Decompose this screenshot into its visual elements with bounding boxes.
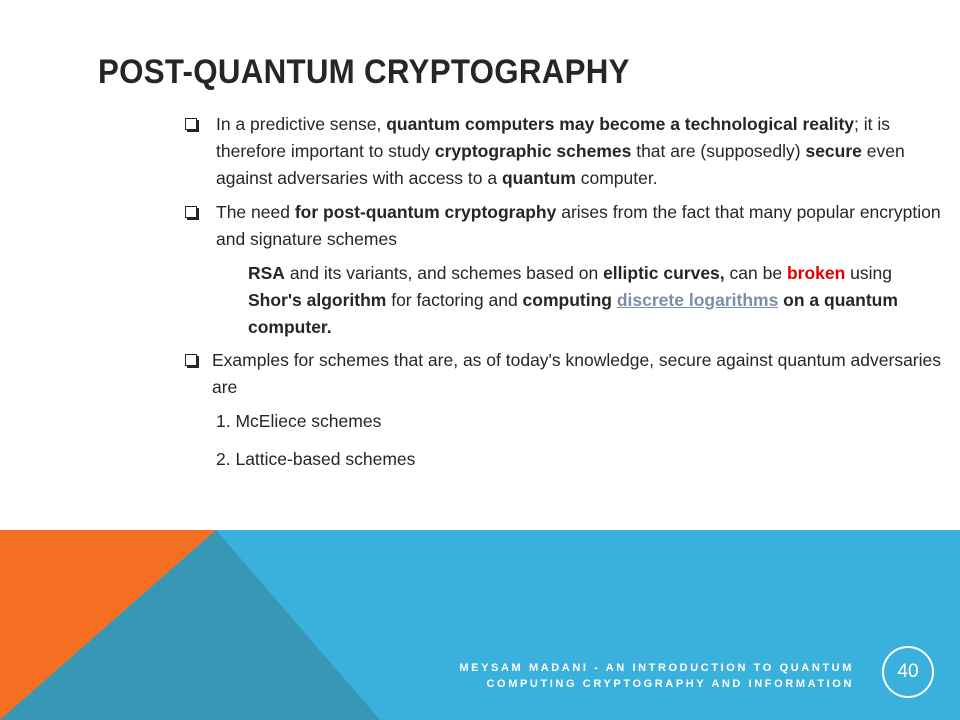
slide-title: POST-QUANTUM CRYPTOGRAPHY (98, 53, 630, 91)
bullet-text-3: Examples for schemes that are, as of today's knowledge, secure against quantum adversaries are (212, 350, 942, 397)
footer-caption (459, 660, 854, 692)
broken-highlight: broken (786, 263, 846, 283)
discrete-logarithms-link[interactable]: discrete logarithms (616, 290, 779, 310)
bullet-icon (185, 354, 197, 366)
bullet-text-2: The need for post-quantum cryptography arises from the fact that many popular encryption and signature schemes (216, 202, 941, 249)
bullet-icon (185, 206, 197, 218)
list-item: 1. McEliece schemes (216, 411, 382, 431)
footer-line-1: MEYSAM MADANI - AN INTRODUCTION TO QUANTUM (459, 662, 854, 674)
bullet-icon (185, 118, 197, 130)
list-item: 2. Lattice-based schemes (216, 449, 416, 469)
footer-line-2: COMPUTING CRYPTOGRAPHY AND INFORMATION (486, 678, 854, 690)
bullet-text-1: In a predictive sense, quantum computers may become a technological reality; it is therefore important to study cryptographic schemes that are (supposedly) secure even against adversaries with access to a quantum computer. (216, 114, 905, 188)
page-number: 40 (882, 646, 934, 698)
sub-paragraph: RSA and its variants, and schemes based on elliptic curves, can be broken using Shor's algorithm for factoring and computing discrete logarithms on a quantum computer. (248, 263, 898, 337)
